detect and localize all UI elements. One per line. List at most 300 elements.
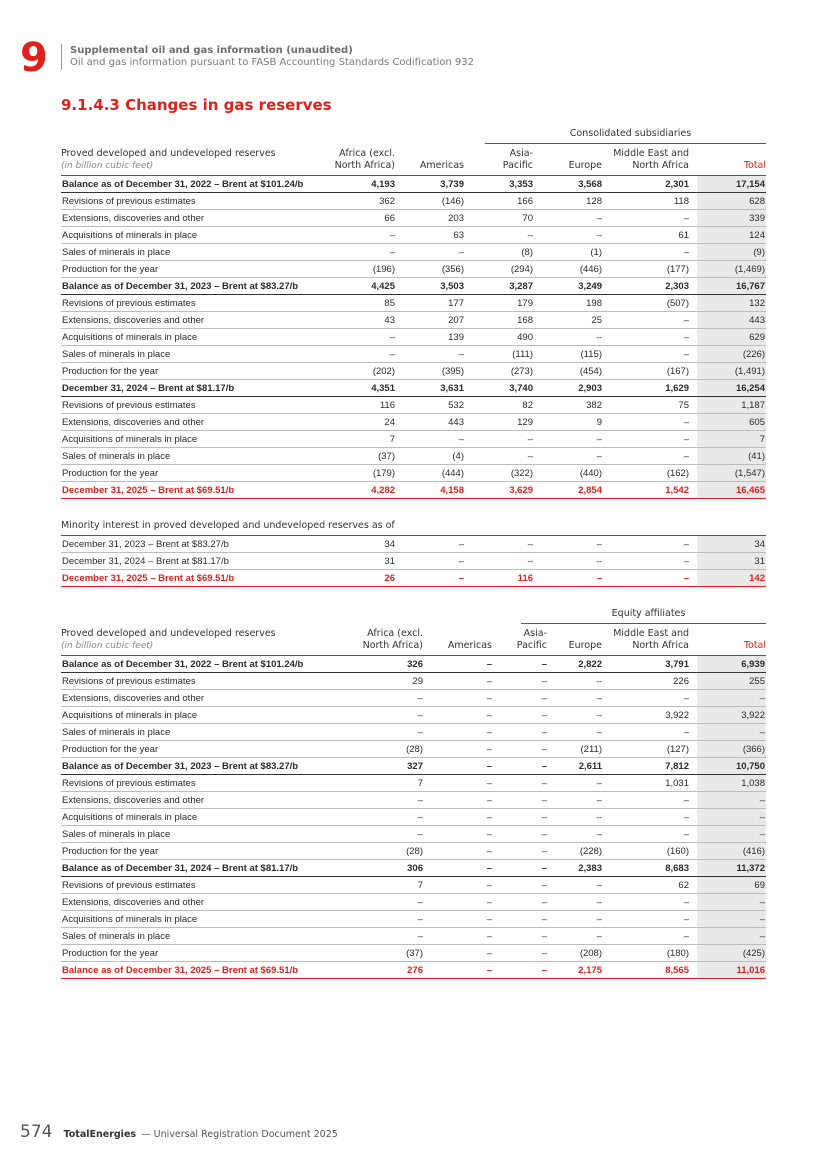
row-label-header: [61, 628, 276, 652]
value-cell: 362: [379, 196, 395, 207]
value-cell: –: [417, 829, 423, 840]
row-label: Revisions of previous estimates: [62, 880, 196, 891]
value-cell: 3,631: [440, 383, 464, 394]
value-cell: (127): [666, 744, 689, 755]
value-cell: 2,854: [578, 485, 602, 496]
value-cell: –: [389, 332, 395, 343]
value-cell: –: [596, 434, 602, 445]
value-cell: 7,812: [665, 761, 689, 772]
total-cell: (1,547): [697, 465, 766, 481]
value-cell: 3,791: [665, 659, 689, 670]
row-label: December 31, 2023 – Brent at $83.27/b: [62, 539, 229, 550]
value-cell: –: [683, 315, 689, 326]
value-cell: 4,282: [371, 485, 395, 496]
row-label: Acquisitions of minerals in place: [62, 710, 198, 721]
row-label: December 31, 2025 – Brent at $69.51/b: [62, 573, 235, 584]
value-cell: –: [486, 846, 492, 857]
value-cell: (322): [510, 468, 533, 479]
total-cell: 16,465: [697, 482, 766, 498]
value-cell: 4,158: [440, 485, 464, 496]
value-cell: (1): [590, 247, 602, 258]
table-row: [61, 210, 766, 227]
value-cell: –: [596, 539, 602, 550]
value-cell: 3,629: [509, 485, 533, 496]
column-header-line2: Total: [743, 640, 766, 651]
column-header-4: [589, 628, 689, 652]
value-cell: 70: [522, 213, 533, 224]
total-cell: 7: [697, 431, 766, 447]
table-row: [61, 843, 766, 860]
column-header-line2: Europe: [568, 640, 602, 651]
value-cell: –: [527, 556, 533, 567]
total-cell: 16,767: [697, 278, 766, 294]
row-label: Extensions, discoveries and other: [62, 795, 205, 806]
value-cell: 116: [379, 400, 395, 411]
row-label: Production for the year: [62, 366, 159, 377]
value-cell: 276: [407, 965, 423, 976]
table-row: [61, 329, 766, 346]
table-row: [61, 894, 766, 911]
row-label: Balance as of December 31, 2022 – Brent at $101.24/b: [62, 179, 304, 190]
value-cell: –: [417, 693, 423, 704]
row-label: Acquisitions of minerals in place: [62, 812, 198, 823]
value-cell: –: [417, 897, 423, 908]
value-cell: (180): [666, 948, 689, 959]
total-cell: –: [697, 894, 766, 910]
value-cell: –: [541, 761, 547, 772]
value-cell: 43: [384, 315, 395, 326]
column-header-line1: [422, 628, 492, 640]
value-cell: (115): [580, 349, 602, 360]
value-cell: (111): [512, 349, 533, 360]
value-cell: (196): [372, 264, 395, 275]
value-cell: –: [541, 880, 547, 891]
row-label: Sales of minerals in place: [62, 931, 171, 942]
total-cell: –: [697, 809, 766, 825]
total-cell: –: [697, 911, 766, 927]
value-cell: 8,565: [665, 965, 689, 976]
column-header-line1: Africa (excl.: [367, 628, 423, 639]
value-cell: –: [683, 539, 689, 550]
value-cell: –: [527, 451, 533, 462]
value-cell: –: [596, 897, 602, 908]
row-label: Revisions of previous estimates: [62, 298, 196, 309]
row-label: Sales of minerals in place: [62, 829, 171, 840]
total-cell: 132: [697, 295, 766, 311]
value-cell: –: [486, 812, 492, 823]
total-cell: –: [697, 690, 766, 706]
value-cell: 207: [448, 315, 464, 326]
column-header: [61, 628, 766, 654]
value-cell: 306: [407, 863, 423, 874]
value-cell: –: [417, 727, 423, 738]
total-cell: –: [697, 792, 766, 808]
row-label: Revisions of previous estimates: [62, 196, 196, 207]
value-cell: 4,425: [371, 281, 395, 292]
value-cell: 166: [517, 196, 533, 207]
table-row: [61, 397, 766, 414]
value-cell: 2,903: [578, 383, 602, 394]
value-cell: 532: [448, 400, 464, 411]
column-header-line2: Americas: [447, 640, 492, 651]
value-cell: (160): [666, 846, 689, 857]
column-header-line2: Pacific: [516, 640, 547, 651]
value-cell: –: [596, 213, 602, 224]
value-cell: –: [683, 247, 689, 258]
table-row: [61, 380, 766, 397]
value-cell: 7: [417, 778, 423, 789]
value-cell: 327: [407, 761, 423, 772]
row-label: Production for the year: [62, 948, 159, 959]
value-cell: 177: [448, 298, 464, 309]
group-title-text: Equity affiliates: [611, 608, 686, 619]
value-cell: 490: [517, 332, 533, 343]
value-cell: 3,503: [440, 281, 464, 292]
value-cell: –: [683, 213, 689, 224]
total-cell: 605: [697, 414, 766, 430]
total-cell: 31: [697, 553, 766, 569]
column-header-2: [473, 148, 533, 172]
row-label: Extensions, discoveries and other: [62, 315, 205, 326]
value-cell: –: [458, 434, 464, 445]
table-row: [61, 809, 766, 826]
total-cell: (226): [697, 346, 766, 362]
value-cell: 1,629: [665, 383, 689, 394]
value-cell: –: [417, 795, 423, 806]
value-cell: (507): [666, 298, 689, 309]
value-cell: –: [541, 897, 547, 908]
column-header-line1: [706, 628, 766, 640]
column-header-line1: Africa (excl.: [339, 148, 395, 159]
column-header: [61, 148, 766, 174]
value-cell: –: [417, 931, 423, 942]
value-cell: 85: [384, 298, 395, 309]
value-cell: 2,303: [665, 281, 689, 292]
table-row: [61, 193, 766, 210]
table-row: [61, 227, 766, 244]
table-row: [61, 877, 766, 894]
total-cell: 142: [697, 570, 766, 586]
value-cell: 129: [517, 417, 533, 428]
column-header-1: [422, 628, 492, 652]
value-cell: –: [486, 880, 492, 891]
value-cell: 61: [678, 230, 689, 241]
row-label: Production for the year: [62, 264, 159, 275]
value-cell: (37): [378, 451, 395, 462]
value-cell: –: [541, 846, 547, 857]
row-label: Acquisitions of minerals in place: [62, 914, 198, 925]
column-header-0: [333, 628, 423, 652]
row-label: Balance as of December 31, 2023 – Brent at $83.27/b: [62, 281, 299, 292]
total-cell: (1,469): [697, 261, 766, 277]
value-cell: 24: [384, 417, 395, 428]
table-row: [61, 176, 766, 193]
value-cell: –: [458, 573, 464, 584]
value-cell: –: [596, 710, 602, 721]
value-cell: (273): [510, 366, 533, 377]
value-cell: –: [683, 556, 689, 567]
value-cell: –: [596, 676, 602, 687]
column-header-4: [589, 148, 689, 172]
total-cell: (425): [697, 945, 766, 961]
chapter-divider: [61, 44, 62, 70]
page-number: 574: [20, 1122, 53, 1142]
value-cell: 2,383: [578, 863, 602, 874]
value-cell: –: [541, 914, 547, 925]
total-cell: (1,491): [697, 363, 766, 379]
row-label: Production for the year: [62, 468, 159, 479]
row-label: Revisions of previous estimates: [62, 778, 196, 789]
value-cell: –: [486, 795, 492, 806]
value-cell: –: [417, 812, 423, 823]
value-cell: –: [486, 693, 492, 704]
column-header-1: [394, 148, 464, 172]
value-cell: (177): [666, 264, 689, 275]
row-label: Extensions, discoveries and other: [62, 693, 205, 704]
footer-document-title: — Universal Registration Document 2025: [141, 1129, 338, 1140]
chapter-title: Supplemental oil and gas information (unaudited): [70, 45, 353, 56]
table-row: [61, 553, 766, 570]
value-cell: –: [389, 247, 395, 258]
value-cell: (454): [579, 366, 602, 377]
total-cell: 255: [697, 673, 766, 689]
column-header-2: [487, 628, 547, 652]
column-header-line2: Americas: [419, 160, 464, 171]
value-cell: –: [683, 349, 689, 360]
value-cell: –: [596, 451, 602, 462]
value-cell: 63: [453, 230, 464, 241]
value-cell: (356): [441, 264, 464, 275]
value-cell: 25: [591, 315, 602, 326]
row-label: Sales of minerals in place: [62, 451, 171, 462]
value-cell: 82: [522, 400, 533, 411]
value-cell: (440): [579, 468, 602, 479]
value-cell: 3,353: [509, 179, 533, 190]
total-cell: 443: [697, 312, 766, 328]
table-row: [61, 775, 766, 792]
value-cell: 2,822: [578, 659, 602, 670]
value-cell: –: [541, 948, 547, 959]
column-header-line2: North Africa: [632, 640, 689, 651]
value-cell: 198: [586, 298, 602, 309]
value-cell: –: [541, 829, 547, 840]
group-title-text: Consolidated subsidiaries: [569, 128, 692, 139]
value-cell: –: [683, 573, 689, 584]
column-header-line2: Europe: [568, 160, 602, 171]
value-cell: –: [458, 539, 464, 550]
value-cell: –: [541, 931, 547, 942]
total-cell: 16,254: [697, 380, 766, 396]
total-cell: (9): [697, 244, 766, 260]
value-cell: 1,542: [665, 485, 689, 496]
value-cell: 66: [384, 213, 395, 224]
table-row: [61, 312, 766, 329]
total-cell: 34: [697, 536, 766, 552]
table-row: [61, 536, 766, 553]
column-header-0: [305, 148, 395, 172]
total-cell: –: [697, 928, 766, 944]
value-cell: (446): [579, 264, 602, 275]
row-label: Acquisitions of minerals in place: [62, 332, 198, 343]
total-cell: 628: [697, 193, 766, 209]
value-cell: 4,193: [371, 179, 395, 190]
value-cell: 62: [678, 880, 689, 891]
value-cell: –: [417, 710, 423, 721]
value-cell: (8): [521, 247, 533, 258]
table-row: [61, 741, 766, 758]
column-header-5: [706, 148, 766, 172]
chapter-number: 9: [20, 35, 48, 81]
value-cell: –: [541, 812, 547, 823]
row-label-title: Proved developed and undeveloped reserves: [61, 148, 276, 159]
row-label-title: Proved developed and undeveloped reserves: [61, 628, 276, 639]
table-row: [61, 860, 766, 877]
value-cell: –: [541, 693, 547, 704]
total-cell: (366): [697, 741, 766, 757]
value-cell: –: [458, 556, 464, 567]
value-cell: –: [596, 880, 602, 891]
value-cell: (179): [372, 468, 395, 479]
value-cell: –: [683, 417, 689, 428]
value-cell: –: [596, 914, 602, 925]
row-label-unit: (in billion cubic feet): [61, 641, 154, 651]
value-cell: 326: [407, 659, 423, 670]
value-cell: –: [541, 778, 547, 789]
total-cell: –: [697, 826, 766, 842]
row-label: Extensions, discoveries and other: [62, 897, 205, 908]
value-cell: 443: [448, 417, 464, 428]
row-label: December 31, 2024 – Brent at $81.17/b: [62, 556, 229, 567]
value-cell: –: [541, 676, 547, 687]
table-row: [61, 482, 766, 499]
value-cell: –: [486, 744, 492, 755]
total-cell: 1,038: [697, 775, 766, 791]
value-cell: –: [596, 812, 602, 823]
row-label: Acquisitions of minerals in place: [62, 434, 198, 445]
value-cell: –: [486, 710, 492, 721]
table-row: [61, 656, 766, 673]
value-cell: 2,301: [665, 179, 689, 190]
row-label: Production for the year: [62, 846, 159, 857]
value-cell: –: [541, 659, 547, 670]
value-cell: –: [683, 332, 689, 343]
section-heading: 9.1.4.3 Changes in gas reserves: [61, 96, 332, 114]
value-cell: –: [596, 829, 602, 840]
table-row: [61, 363, 766, 380]
total-cell: 1,187: [697, 397, 766, 413]
value-cell: (162): [666, 468, 689, 479]
value-cell: 2,611: [578, 761, 602, 772]
value-cell: 31: [384, 556, 395, 567]
value-cell: (4): [452, 451, 464, 462]
table-row: [61, 570, 766, 587]
table-row: [61, 278, 766, 295]
table-row: [61, 295, 766, 312]
value-cell: 75: [678, 400, 689, 411]
group-title-rule: [485, 143, 766, 144]
chapter-title-block: [70, 45, 474, 69]
table-row: [61, 826, 766, 843]
value-cell: 8,683: [665, 863, 689, 874]
total-cell: –: [697, 724, 766, 740]
row-label: Balance as of December 31, 2025 – Brent at $69.51/b: [62, 965, 299, 976]
table-row: [61, 707, 766, 724]
value-cell: (28): [406, 744, 423, 755]
value-cell: 4,351: [371, 383, 395, 394]
table-row: [61, 758, 766, 775]
value-cell: –: [486, 897, 492, 908]
row-label: December 31, 2025 – Brent at $69.51/b: [62, 485, 235, 496]
table-row: [61, 962, 766, 979]
table-row: [61, 244, 766, 261]
column-header-line1: [706, 148, 766, 160]
table-row: [61, 690, 766, 707]
column-header-line1: Middle East and: [613, 148, 689, 159]
value-cell: –: [596, 230, 602, 241]
total-cell: 10,750: [697, 758, 766, 774]
value-cell: –: [596, 332, 602, 343]
page-footer: [20, 1122, 338, 1142]
minority-title: Minority interest in proved developed and undeveloped reserves as of: [61, 520, 395, 531]
value-cell: –: [541, 727, 547, 738]
row-label-header: [61, 148, 276, 172]
value-cell: –: [486, 761, 492, 772]
value-cell: (208): [579, 948, 602, 959]
column-header-line1: [394, 148, 464, 160]
value-cell: –: [486, 931, 492, 942]
value-cell: 1,031: [665, 778, 689, 789]
total-cell: (416): [697, 843, 766, 859]
value-cell: –: [486, 965, 492, 976]
column-header-line2: North Africa): [334, 160, 395, 171]
value-cell: 139: [448, 332, 464, 343]
value-cell: 7: [389, 434, 395, 445]
row-label: December 31, 2024 – Brent at $81.17/b: [62, 383, 235, 394]
value-cell: (167): [666, 366, 689, 377]
table-row: [61, 673, 766, 690]
group-title-rule: [521, 623, 766, 624]
value-cell: –: [417, 914, 423, 925]
value-cell: –: [486, 659, 492, 670]
value-cell: 26: [384, 573, 395, 584]
table-row: [61, 792, 766, 809]
table-row: [61, 431, 766, 448]
table-row: [61, 911, 766, 928]
value-cell: –: [527, 230, 533, 241]
value-cell: 3,249: [578, 281, 602, 292]
value-cell: –: [596, 693, 602, 704]
value-cell: –: [486, 863, 492, 874]
value-cell: –: [541, 795, 547, 806]
value-cell: –: [486, 676, 492, 687]
value-cell: –: [596, 727, 602, 738]
value-cell: 2,175: [578, 965, 602, 976]
row-label: Extensions, discoveries and other: [62, 417, 205, 428]
value-cell: 116: [517, 573, 533, 584]
value-cell: –: [486, 914, 492, 925]
column-header-line2: Pacific: [502, 160, 533, 171]
value-cell: (146): [441, 196, 464, 207]
value-cell: –: [486, 778, 492, 789]
value-cell: –: [683, 829, 689, 840]
total-cell: 6,939: [697, 656, 766, 672]
value-cell: 382: [586, 400, 602, 411]
total-cell: 3,922: [697, 707, 766, 723]
value-cell: –: [596, 795, 602, 806]
value-cell: –: [683, 727, 689, 738]
value-cell: –: [596, 778, 602, 789]
value-cell: 168: [517, 315, 533, 326]
